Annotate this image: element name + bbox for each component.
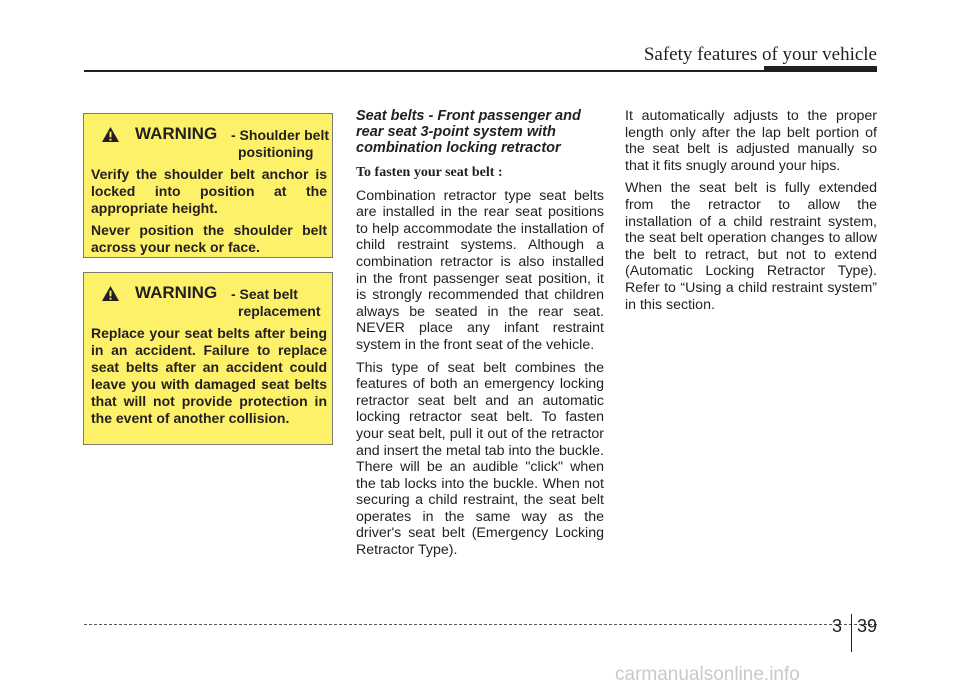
warning-body [91,166,327,261]
body-paragraph: This type of seat belt combines the features of both an emergency locking retractor seat belt and an automatic locking retractor seat belt. To fasten your seat belt, pull it out of the retractor and insert the metal tab into the buckle. There will be an audible "click" when the tab locks into the buckle. When not securing a child restraint, the seat belt operates in the same way as the driver's seat belt (Emergency Locking Retractor Type). [356,359,604,559]
header-rule [84,70,877,72]
warning-label: WARNING [135,283,218,302]
warning-subtitle-line2: positioning [238,144,314,160]
warning-triangle-icon [101,285,120,302]
warning-box-seat-belt-replacement [83,272,333,445]
footer-rule [84,624,877,625]
warning-paragraph: Verify the shoulder belt anchor is locked into position at the appropriate height. [91,166,327,216]
body-paragraph: It automatically adjusts to the proper length only after the lap belt portion of the seat belt is adjusted manually so that it fits snugly around your hips. [625,108,877,174]
warning-paragraph: Replace your seat belts after being in an accident. Failure to replace seat belts after an accident could leave you with damaged seat belts that will not provide protection in the event of another collision. [91,325,327,426]
watermark: carmanualsonline.info [615,664,800,685]
content-column-right [625,108,877,319]
header-tab-bar [764,66,877,72]
warning-subtitle: - Shoulder belt [231,127,329,143]
warning-triangle-icon [101,126,120,143]
warning-box-shoulder-belt [83,113,333,258]
warning-body [91,325,327,432]
page-number: 39 [857,616,878,636]
header-title: Safety features of your vehicle [643,44,877,65]
body-paragraph: Combination retractor type seat belts are installed in the rear seat positions to help accommodate the installation of child restraint systems. Although a combination retractor is also installed in the front passenger seat position, it is strongly recommended that children always be seated in the rear seat. NEVER place any infant restraint system in the front seat of the vehicle. [356,187,604,353]
content-column-middle [356,108,604,565]
warning-subtitle: - Seat belt [231,286,298,302]
page-number-divider [851,614,852,652]
warning-paragraph: Never position the shoulder belt across your neck or face. [91,222,327,255]
body-paragraph: When the seat belt is fully extended from the retractor to allow the installation of a child restraint system, the seat belt operation changes to allow the belt to retract, but not to extend (Automatic Locking Retractor Type). Refer to “Using a child restraint system” in this section. [625,180,877,313]
section-title: Seat belts - Front passenger and rear seat 3-point system with combination locking retractor [356,108,581,156]
section-number: 3 [832,616,843,636]
warning-label: WARNING [135,124,218,143]
warning-subtitle-line2: replacement [238,303,321,319]
section-subheading: To fasten your seat belt : [356,165,503,180]
